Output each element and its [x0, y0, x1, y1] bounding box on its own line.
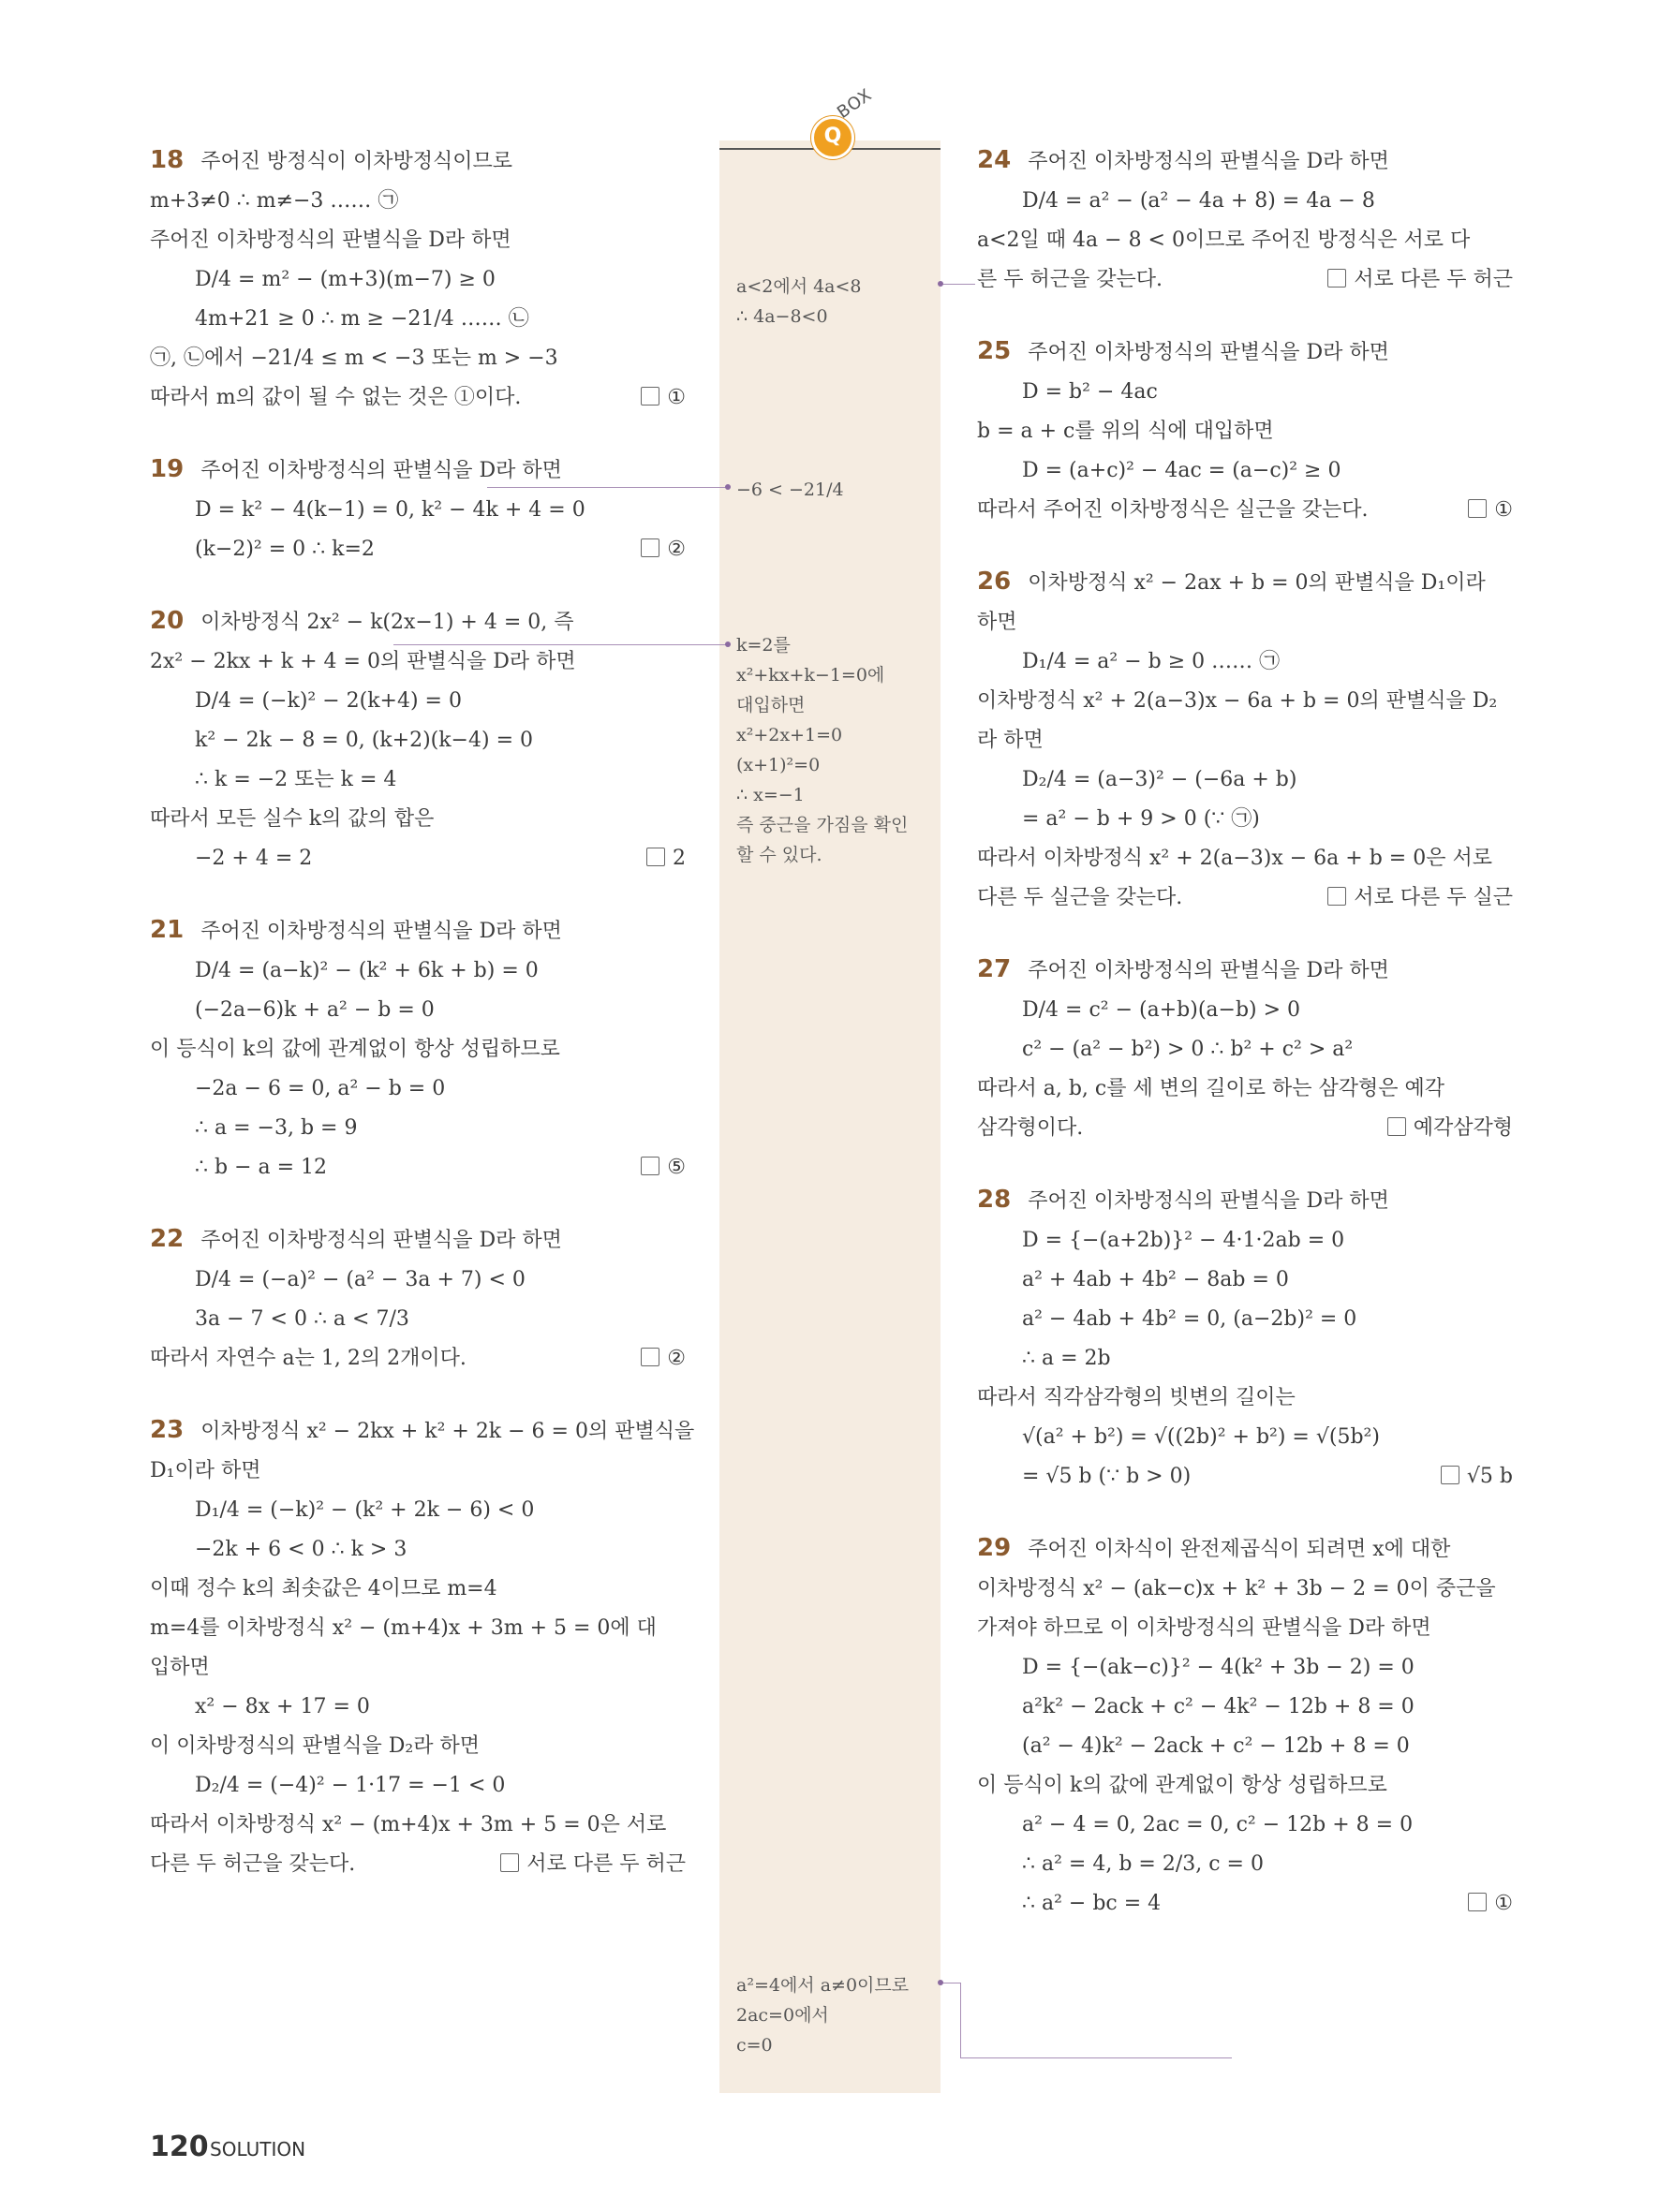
- answer-mark: [1468, 1884, 1513, 1924]
- problem-25: [977, 333, 1513, 530]
- side-note-line: ∴ x=−1: [736, 785, 805, 805]
- solution-line: [150, 530, 686, 569]
- line-text: 다른 두 실근을 갖는다.: [977, 886, 1183, 909]
- problem-24: [977, 142, 1513, 300]
- answer-box-icon: [500, 1853, 519, 1872]
- line-text: D₁/4 = (−k)² − (k² + 2k − 6) < 0: [195, 1498, 535, 1522]
- solution-line: [977, 1884, 1513, 1924]
- answer-box-icon: [641, 1348, 659, 1366]
- line-text: −2 + 4 = 2: [195, 847, 313, 870]
- solution-line: [977, 1182, 1513, 1221]
- answer-text: √5 b: [1466, 1465, 1513, 1488]
- line-text: D = {−(a+2b)}² − 4·1·2ab = 0: [1022, 1229, 1345, 1252]
- solution-line: [150, 1109, 686, 1148]
- page-number: 120: [150, 2131, 209, 2163]
- solution-line: [150, 1339, 686, 1379]
- solution-line: [150, 1261, 686, 1300]
- answer-mark: [500, 1845, 686, 1884]
- answer-mark: [641, 530, 686, 569]
- line-text: 하면: [977, 611, 1017, 634]
- solution-line: [977, 1457, 1513, 1497]
- line-text: 다른 두 허근을 갖는다.: [150, 1852, 356, 1876]
- connector-line: [960, 1983, 961, 2057]
- answer-text: ①: [667, 386, 686, 409]
- line-text: 이 등식이 k의 값에 관계없이 항상 성립하므로: [977, 1774, 1387, 1797]
- problem-number: 25: [977, 337, 1012, 365]
- problem-number: 20: [150, 607, 185, 635]
- problem-number: 19: [150, 455, 185, 483]
- solution-line: [977, 221, 1513, 260]
- line-text: 이차방정식 2x² − k(2x−1) + 4 = 0, 즉: [200, 611, 574, 634]
- line-text: D/4 = (a−k)² − (k² + 6k + b) = 0: [195, 959, 539, 982]
- solution-line: [977, 800, 1513, 839]
- line-text: c² − (a² − b²) > 0 ∴ b² + c² > a²: [1022, 1038, 1354, 1061]
- answer-text: ⑤: [667, 1156, 686, 1179]
- answer-box-icon: [1468, 1893, 1487, 1911]
- answer-mark: [641, 378, 686, 418]
- problem-number: 29: [977, 1534, 1012, 1562]
- solution-line: [150, 839, 686, 878]
- problem-number: 22: [150, 1225, 185, 1253]
- solution-line: [977, 1766, 1513, 1806]
- side-note-line: −6 < −21/4: [736, 479, 844, 500]
- line-text: 입하면: [150, 1656, 210, 1679]
- solution-line: [150, 760, 686, 800]
- answer-box-icon: [1327, 269, 1346, 288]
- answer-box-icon: [646, 848, 665, 866]
- solution-line: [977, 603, 1513, 642]
- answer-text: 예각삼각형: [1413, 1116, 1513, 1140]
- side-note-line: k=2를: [736, 635, 791, 656]
- line-text: √(a² + b²) = √((2b)² + b²) = √(5b²): [1022, 1425, 1380, 1449]
- solution-line: [977, 1261, 1513, 1300]
- solution-line: [977, 1030, 1513, 1069]
- line-text: 이차방정식 x² − 2ax + b = 0의 판별식을 D₁이라: [1028, 571, 1486, 595]
- solution-line: [977, 760, 1513, 800]
- solution-line: [150, 1452, 686, 1491]
- line-text: ∴ b − a = 12: [195, 1156, 328, 1179]
- solution-line: [977, 1109, 1513, 1148]
- line-text: a² − 4ab + 4b² = 0, (a−2b)² = 0: [1022, 1307, 1357, 1331]
- left-column: [150, 142, 695, 1918]
- line-text: D₂/4 = (a−3)² − (−6a + b): [1022, 768, 1297, 791]
- connector-dot: [938, 1980, 943, 1985]
- line-text: 주어진 이차방정식의 판별식을 D라 하면: [1028, 1189, 1389, 1213]
- line-text: a²k² − 2ack + c² − 4k² − 12b + 8 = 0: [1022, 1695, 1415, 1718]
- problem-number: 28: [977, 1186, 1012, 1214]
- solution-line: [150, 1148, 686, 1187]
- line-text: 주어진 이차식이 완전제곱식이 되려면 x에 대한: [1028, 1538, 1451, 1561]
- solution-line: [977, 991, 1513, 1030]
- solution-line: [977, 491, 1513, 530]
- problem-number: 24: [977, 146, 1012, 174]
- solution-line: [150, 912, 686, 951]
- footer-label: SOLUTION: [210, 2138, 306, 2160]
- connector-line: [487, 487, 729, 488]
- line-text: 주어진 이차방정식의 판별식을 D라 하면: [1028, 150, 1389, 173]
- solution-line: [977, 1379, 1513, 1418]
- solution-line: [977, 839, 1513, 878]
- line-text: 이차방정식 x² − 2kx + k² + 2k − 6 = 0의 판별식을: [200, 1420, 695, 1443]
- problem-number: 18: [150, 146, 185, 174]
- line-text: a² + 4ab + 4b² − 8ab = 0: [1022, 1268, 1289, 1291]
- line-text: D = k² − 4(k−1) = 0, k² − 4k + 4 = 0: [195, 498, 585, 522]
- line-text: 따라서 m의 값이 될 수 없는 것은 ①이다.: [150, 386, 522, 409]
- line-text: D = {−(ak−c)}² − 4(k² + 3b − 2) = 0: [1022, 1656, 1415, 1679]
- solution-line: [977, 1609, 1513, 1648]
- solution-line: [977, 721, 1513, 760]
- note-24: [736, 272, 942, 332]
- line-text: ∴ a = 2b: [1022, 1347, 1111, 1370]
- line-text: 따라서 직각삼각형의 빗변의 길이는: [977, 1386, 1296, 1409]
- line-text: D/4 = m² − (m+3)(m−7) ≥ 0: [195, 268, 496, 291]
- solution-line: [150, 491, 686, 530]
- line-text: 주어진 이차방정식의 판별식을 D라 하면: [150, 229, 511, 252]
- answer-mark: [1441, 1457, 1513, 1497]
- line-text: b = a + c를 위의 식에 대입하면: [977, 420, 1274, 443]
- solution-line: [150, 221, 686, 260]
- line-text: x² − 8x + 17 = 0: [195, 1695, 370, 1718]
- answer-mark: [641, 1339, 686, 1379]
- solution-line: [977, 1221, 1513, 1261]
- solution-line: [150, 300, 686, 339]
- line-text: D/4 = (−k)² − 2(k+4) = 0: [195, 689, 462, 713]
- solution-line: [150, 721, 686, 760]
- solution-line: [150, 451, 686, 491]
- line-text: 주어진 이차방정식의 판별식을 D라 하면: [200, 920, 562, 943]
- answer-text: 서로 다른 두 허근: [526, 1852, 686, 1876]
- answer-box-icon: [641, 387, 659, 406]
- answer-box-icon: [1387, 1117, 1406, 1136]
- line-text: 주어진 이차방정식의 판별식을 D라 하면: [1028, 341, 1389, 364]
- answer-text: ②: [667, 538, 686, 561]
- solution-line: [150, 1766, 686, 1806]
- solution-line: [150, 339, 686, 378]
- answer-box-icon: [641, 1157, 659, 1175]
- line-text: 따라서 자연수 a는 1, 2의 2개이다.: [150, 1347, 467, 1370]
- line-text: D = b² − 4ac: [1022, 380, 1158, 404]
- problem-29: [977, 1530, 1513, 1924]
- solution-line: [977, 1530, 1513, 1570]
- line-text: = √5 b (∵ b > 0): [1022, 1465, 1192, 1488]
- solution-line: [977, 412, 1513, 451]
- solution-line: [977, 260, 1513, 300]
- solution-line: [977, 564, 1513, 603]
- line-text: a<2일 때 4a − 8 < 0이므로 주어진 방정식은 서로 다: [977, 229, 1471, 252]
- solution-line: [150, 642, 686, 682]
- solution-line: [977, 1688, 1513, 1727]
- side-note-line: x²+2x+1=0: [736, 725, 843, 745]
- solution-line: [977, 1069, 1513, 1109]
- line-text: 따라서 이차방정식 x² − (m+4)x + 3m + 5 = 0은 서로: [150, 1813, 667, 1836]
- note-29: [736, 1970, 942, 2060]
- solution-line: [150, 1030, 686, 1069]
- solution-line: [977, 373, 1513, 412]
- side-note-line: a²=4에서 a≠0이므로: [736, 1975, 910, 1996]
- line-text: ∴ k = −2 또는 k = 4: [195, 768, 397, 791]
- line-text: ㉠, ㉡에서 −21/4 ≤ m < −3 또는 m > −3: [150, 347, 558, 370]
- note-19: [736, 630, 942, 870]
- line-text: 2x² − 2kx + k + 4 = 0의 판별식을 D라 하면: [150, 650, 576, 673]
- line-text: 가져야 하므로 이 이차방정식의 판별식을 D라 하면: [977, 1616, 1431, 1640]
- connector-dot: [938, 281, 943, 287]
- answer-box-icon: [1441, 1466, 1459, 1484]
- solution-line: [977, 1648, 1513, 1688]
- line-text: D = (a+c)² − 4ac = (a−c)² ≥ 0: [1022, 459, 1341, 482]
- answer-text: 2: [673, 847, 686, 870]
- solution-line: [977, 1806, 1513, 1845]
- solution-line: [150, 682, 686, 721]
- side-note-line: 즉 중근을 가짐을 확인: [736, 815, 909, 835]
- line-text: ∴ a² = 4, b = 2/3, c = 0: [1022, 1852, 1264, 1876]
- qbox-panel: [719, 140, 941, 2093]
- line-text: −2a − 6 = 0, a² − b = 0: [195, 1077, 446, 1100]
- line-text: 4m+21 ≥ 0 ∴ m ≥ −21/4 …… ㉡: [195, 307, 529, 331]
- solution-line: [977, 1339, 1513, 1379]
- line-text: 이때 정수 k의 최솟값은 4이므로 m=4: [150, 1577, 497, 1600]
- solution-line: [977, 1418, 1513, 1457]
- problem-19: [150, 451, 686, 569]
- answer-mark: [646, 839, 686, 878]
- problem-27: [977, 951, 1513, 1148]
- side-note-line: x²+kx+k−1=0에: [736, 665, 885, 686]
- qbox-title: BOX: [833, 84, 877, 123]
- line-text: (−2a−6)k + a² − b = 0: [195, 998, 435, 1022]
- line-text: 따라서 a, b, c를 세 변의 길이로 하는 삼각형은 예각: [977, 1077, 1444, 1100]
- answer-text: ②: [667, 1347, 686, 1370]
- line-text: 른 두 허근을 갖는다.: [977, 268, 1163, 291]
- qbox-logo-icon: Q: [811, 116, 854, 159]
- problem-number: 23: [150, 1416, 185, 1444]
- problem-23: [150, 1412, 695, 1884]
- line-text: D/4 = a² − (a² − 4a + 8) = 4a − 8: [1022, 189, 1375, 213]
- problem-21: [150, 912, 686, 1187]
- solution-line: [150, 603, 686, 642]
- answer-mark: [641, 1148, 686, 1187]
- line-text: 이차방정식 x² − (ak−c)x + k² + 3b − 2 = 0이 중근을: [977, 1577, 1496, 1600]
- line-text: 이 등식이 k의 값에 관계없이 항상 성립하므로: [150, 1038, 560, 1061]
- solution-line: [150, 1412, 695, 1452]
- answer-text: ①: [1494, 498, 1513, 522]
- side-note-line: 2ac=0에서: [736, 2005, 829, 2026]
- solution-line: [150, 182, 686, 221]
- solution-line: [977, 1845, 1513, 1884]
- solution-line: [150, 1069, 686, 1109]
- solution-line: [150, 1688, 686, 1727]
- solution-line: [150, 1845, 686, 1884]
- answer-box-icon: [641, 538, 659, 557]
- solution-line: [977, 142, 1513, 182]
- solution-line: [977, 333, 1513, 373]
- problem-18: [150, 142, 686, 418]
- problem-number: 26: [977, 568, 1012, 596]
- line-text: 삼각형이다.: [977, 1116, 1084, 1140]
- solution-line: [977, 1570, 1513, 1609]
- answer-mark: [1468, 491, 1513, 530]
- problem-22: [150, 1221, 686, 1379]
- solution-line: [150, 1806, 686, 1845]
- line-text: m+3≠0 ∴ m≠−3 …… ㉠: [150, 189, 399, 213]
- line-text: = a² − b + 9 > 0 (∵ ㉠): [1022, 807, 1260, 831]
- side-note-line: a<2에서 4a<8: [736, 276, 862, 297]
- connector-dot: [725, 484, 731, 490]
- solution-line: [150, 991, 686, 1030]
- line-text: D₁/4 = a² − b ≥ 0 …… ㉠: [1022, 650, 1281, 673]
- line-text: 주어진 이차방정식의 판별식을 D라 하면: [200, 459, 562, 482]
- line-text: −2k + 6 < 0 ∴ k > 3: [195, 1538, 407, 1561]
- solution-line: [977, 1300, 1513, 1339]
- solution-line: [150, 800, 686, 839]
- problem-26: [977, 564, 1513, 918]
- solution-line: [150, 1300, 686, 1339]
- line-text: 라 하면: [977, 729, 1044, 752]
- answer-text: 서로 다른 두 실근: [1354, 886, 1513, 909]
- note-18: [736, 475, 942, 505]
- solution-line: [150, 951, 686, 991]
- connector-line: [393, 644, 729, 645]
- line-text: ∴ a² − bc = 4: [1022, 1892, 1162, 1915]
- line-text: k² − 2k − 8 = 0, (k+2)(k−4) = 0: [195, 729, 533, 752]
- line-text: 따라서 주어진 이차방정식은 실근을 갖는다.: [977, 498, 1369, 522]
- line-text: 이차방정식 x² + 2(a−3)x − 6a + b = 0의 판별식을 D₂: [977, 689, 1498, 713]
- line-text: 3a − 7 < 0 ∴ a < 7/3: [195, 1307, 409, 1331]
- solution-line: [150, 1609, 686, 1648]
- line-text: a² − 4 = 0, 2ac = 0, c² − 12b + 8 = 0: [1022, 1813, 1414, 1836]
- line-text: D₁이라 하면: [150, 1459, 261, 1482]
- solution-line: [150, 378, 686, 418]
- solution-line: [150, 1221, 686, 1261]
- line-text: 따라서 모든 실수 k의 값의 합은: [150, 807, 435, 831]
- solution-line: [977, 1727, 1513, 1766]
- side-note-line: ∴ 4a−8<0: [736, 306, 828, 327]
- solution-line: [150, 1570, 686, 1609]
- answer-box-icon: [1327, 887, 1346, 906]
- connector-dot: [725, 641, 731, 647]
- side-note-line: 대입하면: [736, 695, 806, 715]
- answer-mark: [1327, 260, 1513, 300]
- solution-line: [977, 451, 1513, 491]
- problem-28: [977, 1182, 1513, 1497]
- line-text: 주어진 이차방정식의 판별식을 D라 하면: [200, 1229, 562, 1252]
- connector-line: [960, 2057, 1232, 2058]
- answer-mark: [1327, 878, 1513, 918]
- side-note-line: (x+1)²=0: [736, 755, 821, 775]
- solution-line: [150, 260, 686, 300]
- answer-mark: [1387, 1109, 1513, 1148]
- right-column: [977, 142, 1513, 1957]
- side-note-line: c=0: [736, 2035, 773, 2056]
- answer-text: 서로 다른 두 허근: [1354, 268, 1513, 291]
- line-text: 주어진 방정식이 이차방정식이므로: [200, 150, 512, 173]
- line-text: ∴ a = −3, b = 9: [195, 1116, 358, 1140]
- solution-line: [150, 1648, 686, 1688]
- solution-line: [977, 642, 1513, 682]
- line-text: (a² − 4)k² − 2ack + c² − 12b + 8 = 0: [1022, 1734, 1410, 1758]
- solution-line: [150, 1491, 686, 1530]
- problem-number: 21: [150, 916, 185, 944]
- line-text: D/4 = (−a)² − (a² − 3a + 7) < 0: [195, 1268, 526, 1291]
- solution-line: [150, 142, 686, 182]
- side-note-line: 할 수 있다.: [736, 845, 822, 865]
- connector-line: [941, 284, 975, 285]
- solution-line: [977, 878, 1513, 918]
- line-text: 따라서 이차방정식 x² + 2(a−3)x − 6a + b = 0은 서로: [977, 847, 1492, 870]
- solution-line: [150, 1530, 686, 1570]
- line-text: (k−2)² = 0 ∴ k=2: [195, 538, 375, 561]
- line-text: D₂/4 = (−4)² − 1·17 = −1 < 0: [195, 1774, 506, 1797]
- line-text: D/4 = c² − (a+b)(a−b) > 0: [1022, 998, 1301, 1022]
- solution-line: [977, 951, 1513, 991]
- answer-text: ①: [1494, 1892, 1513, 1915]
- line-text: m=4를 이차방정식 x² − (m+4)x + 3m + 5 = 0에 대: [150, 1616, 657, 1640]
- solution-line: [150, 1727, 686, 1766]
- problem-number: 27: [977, 955, 1012, 983]
- line-text: 주어진 이차방정식의 판별식을 D라 하면: [1028, 959, 1389, 982]
- line-text: 이 이차방정식의 판별식을 D₂라 하면: [150, 1734, 480, 1758]
- solution-line: [977, 182, 1513, 221]
- answer-box-icon: [1468, 499, 1487, 518]
- solution-line: [977, 682, 1513, 721]
